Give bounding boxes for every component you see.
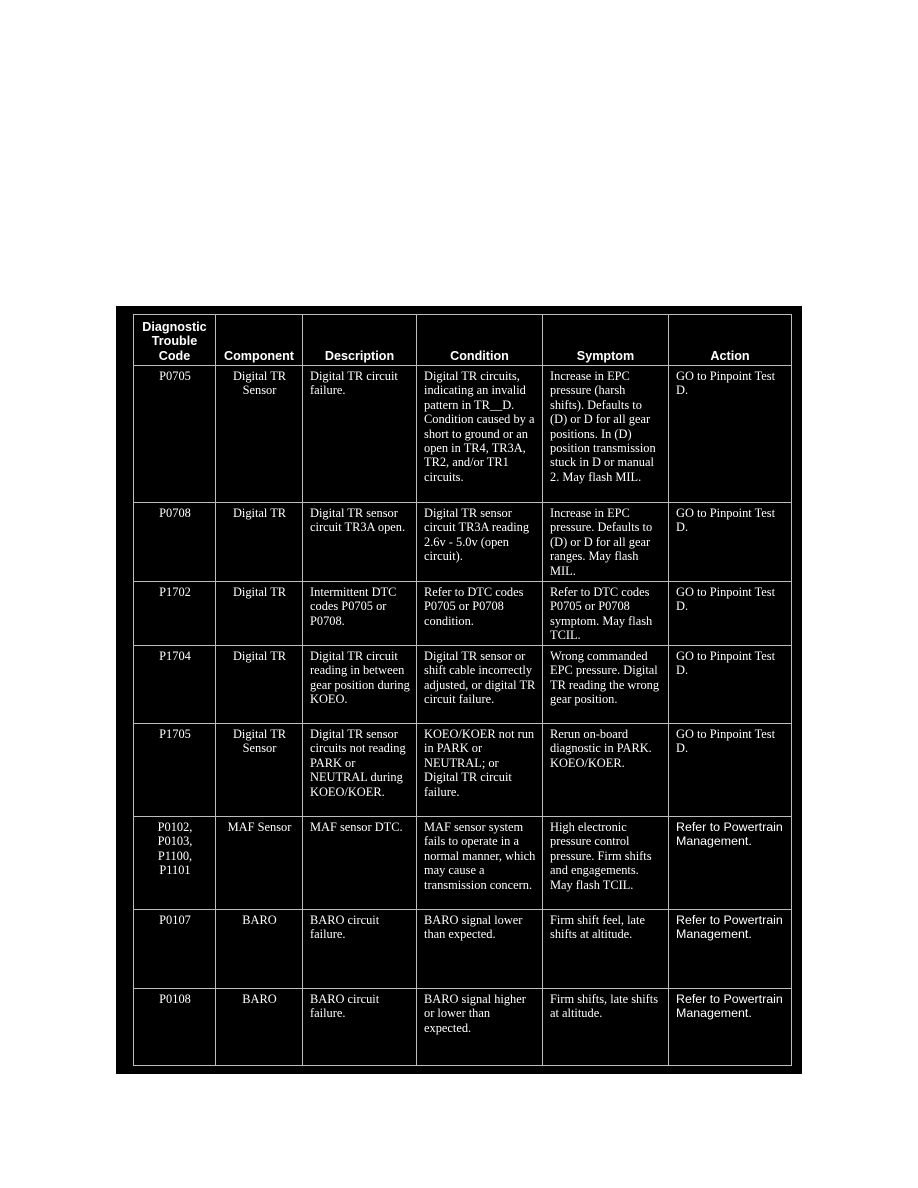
header-symptom: Symptom: [543, 315, 669, 366]
cell-condition: MAF sensor system fails to operate in a normal manner, which may cause a transmission concern.: [417, 817, 543, 910]
cell-symptom: Refer to DTC codes P0705 or P0708 symptom. May flash TCIL.: [543, 582, 669, 646]
cell-symptom: Firm shifts, late shifts at altitude.: [543, 989, 669, 1066]
cell-code: P0107: [134, 910, 216, 989]
table-row: [134, 646, 792, 724]
cell-action: GO to Pinpoint Test D.: [669, 582, 792, 646]
cell-component: Digital TR: [216, 582, 303, 646]
cell-component: Digital TR Sensor: [216, 366, 303, 503]
cell-code: P1704: [134, 646, 216, 724]
cell-description: BARO circuit failure.: [303, 910, 417, 989]
table-row: [134, 582, 792, 646]
table-row: [134, 503, 792, 582]
table-row: [134, 817, 792, 910]
header-condition: Condition: [417, 315, 543, 366]
cell-symptom: Increase in EPC pressure. Defaults to (D) or D for all gear ranges. May flash MIL.: [543, 503, 669, 582]
cell-symptom: Rerun on-board diagnostic in PARK. KOEO/KOER.: [543, 724, 669, 817]
cell-component: BARO: [216, 989, 303, 1066]
cell-symptom: Increase in EPC pressure (harsh shifts). Defaults to (D) or D for all gear positions. In (D) position transmission stuck in D or manual 2. May flash MIL.: [543, 366, 669, 503]
table-header-row: [134, 315, 792, 366]
cell-code: P1702: [134, 582, 216, 646]
cell-component: Digital TR: [216, 646, 303, 724]
cell-description: Digital TR sensor circuit TR3A open.: [303, 503, 417, 582]
cell-component: Digital TR: [216, 503, 303, 582]
cell-condition: Refer to DTC codes P0705 or P0708 condition.: [417, 582, 543, 646]
cell-action: GO to Pinpoint Test D.: [669, 503, 792, 582]
cell-action: GO to Pinpoint Test D.: [669, 646, 792, 724]
cell-description: Digital TR sensor circuits not reading PARK or NEUTRAL during KOEO/KOER.: [303, 724, 417, 817]
cell-code: P1705: [134, 724, 216, 817]
table-row: [134, 366, 792, 503]
cell-condition: BARO signal higher or lower than expected.: [417, 989, 543, 1066]
cell-symptom: High electronic pressure control pressure. Firm shifts and engagements. May flash TCIL.: [543, 817, 669, 910]
cell-condition: Digital TR circuits, indicating an invalid pattern in TR__D. Condition caused by a short to ground or an open in TR4, TR3A, TR2, and/or TR1 circuits.: [417, 366, 543, 503]
cell-symptom: Firm shift feel, late shifts at altitude.: [543, 910, 669, 989]
cell-description: BARO circuit failure.: [303, 989, 417, 1066]
cell-action: Refer to Powertrain Management.: [669, 910, 792, 989]
table-row: [134, 989, 792, 1066]
cell-action: Refer to Powertrain Management.: [669, 989, 792, 1066]
cell-symptom: Wrong commanded EPC pressure. Digital TR reading the wrong gear position.: [543, 646, 669, 724]
cell-action: GO to Pinpoint Test D.: [669, 366, 792, 503]
header-description: Description: [303, 315, 417, 366]
cell-description: Digital TR circuit reading in between gear position during KOEO.: [303, 646, 417, 724]
header-component: Component: [216, 315, 303, 366]
cell-description: Digital TR circuit failure.: [303, 366, 417, 503]
cell-component: MAF Sensor: [216, 817, 303, 910]
cell-code: P0708: [134, 503, 216, 582]
cell-condition: Digital TR sensor or shift cable incorrectly adjusted, or digital TR circuit failure.: [417, 646, 543, 724]
cell-description: MAF sensor DTC.: [303, 817, 417, 910]
cell-component: BARO: [216, 910, 303, 989]
header-action: Action: [669, 315, 792, 366]
header-diagnostic-trouble-code: Diagnostic Trouble Code: [134, 315, 216, 366]
cell-code: P0705: [134, 366, 216, 503]
table-row: [134, 910, 792, 989]
cell-component: Digital TR Sensor: [216, 724, 303, 817]
cell-code: P0102, P0103, P1100, P1101: [134, 817, 216, 910]
table-row: [134, 724, 792, 817]
cell-description: Intermittent DTC codes P0705 or P0708.: [303, 582, 417, 646]
dtc-table: [133, 314, 792, 1066]
cell-condition: KOEO/KOER not run in PARK or NEUTRAL; or Digital TR circuit failure.: [417, 724, 543, 817]
cell-condition: BARO signal lower than expected.: [417, 910, 543, 989]
cell-action: Refer to Powertrain Management.: [669, 817, 792, 910]
dtc-table-panel: [116, 306, 802, 1074]
cell-action: GO to Pinpoint Test D.: [669, 724, 792, 817]
cell-condition: Digital TR sensor circuit TR3A reading 2.6v - 5.0v (open circuit).: [417, 503, 543, 582]
cell-code: P0108: [134, 989, 216, 1066]
